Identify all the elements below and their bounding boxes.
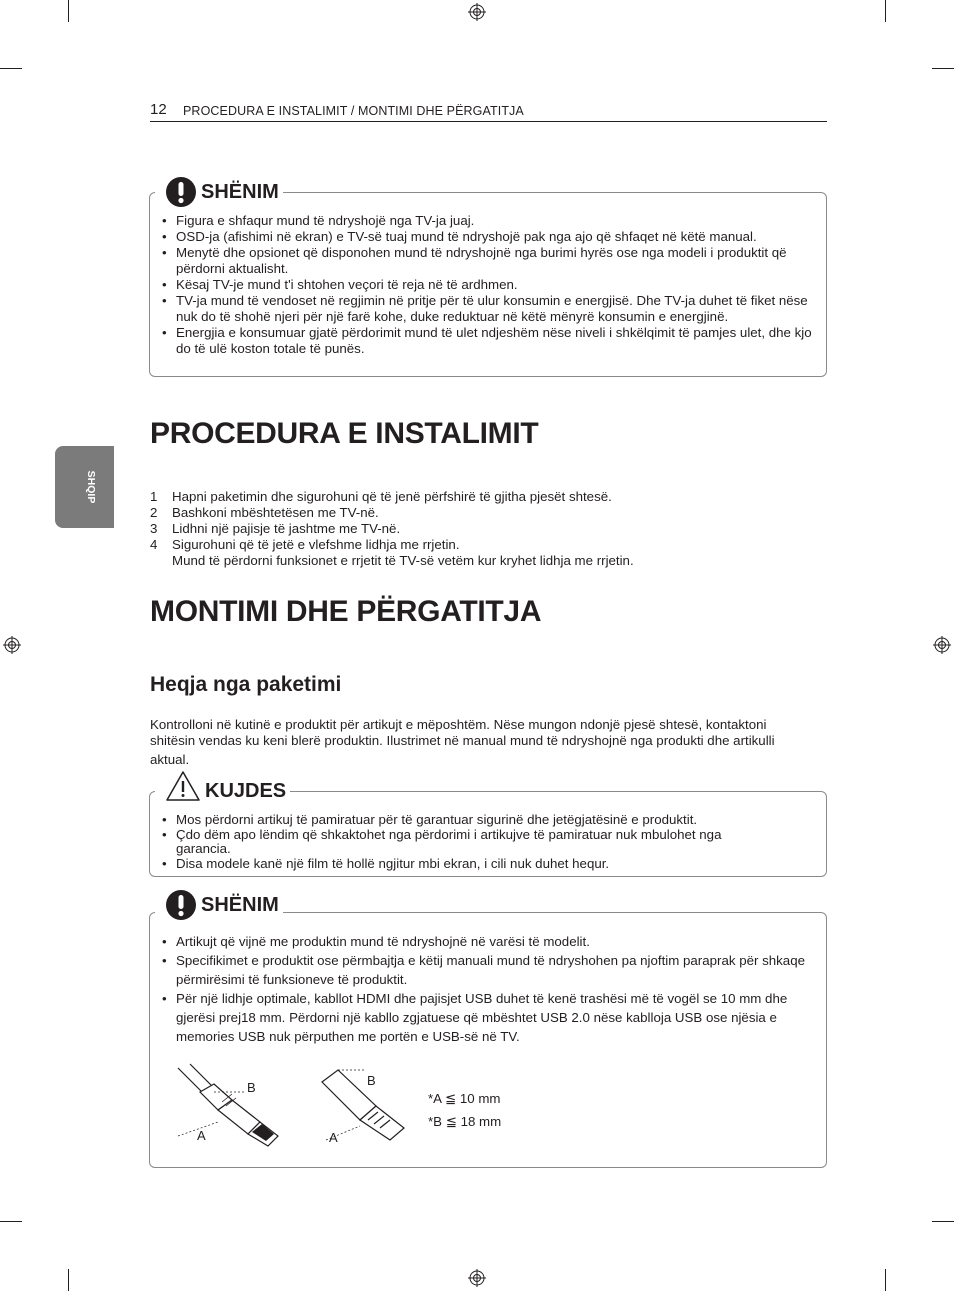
intro-line: shitësin vendas ku keni blerë produktin. Ilustrimet në manual mund të ndryshojnë nga produkti dhe artikulli (150, 733, 775, 748)
crop-mark (885, 1269, 886, 1291)
list-item: • Menytë dhe opsionet që disponohen mund të ndryshojnë nga burimi hyrës ose nga modeli i produktit që përdorni aktualisht. (162, 245, 814, 277)
list-item: • Artikujt që vijnë me produktin mund të ndryshojnë në varësi të modelit. (162, 932, 812, 951)
language-tab-label: SHQIP (85, 470, 97, 504)
list-item: • Mos përdorni artikuj të pamiratuar për të garantuar sigurinë dhe jetëgjatësinë e produktit. (162, 813, 762, 828)
list-item: • Disa modele kanë një film të hollë ngjitur mbi ekran, i cili nuk duhet hequr. (162, 857, 762, 872)
caution-label (155, 768, 290, 804)
step-text: Bashkoni mbështetësen me TV-në. (172, 505, 379, 520)
step-number: 2 (150, 505, 158, 520)
note-title: SHËNIM (201, 893, 279, 916)
step-item (150, 505, 634, 521)
running-header: PROCEDURA E INSTALIMIT / MONTIMI DHE PËRGATITJA (183, 104, 524, 118)
step-note: Mund të përdorni funksionet e rrjetit të TV-së vetëm kur kryhet lidhja me rrjetin. (172, 553, 634, 568)
caution-title: KUJDES (205, 779, 287, 802)
list-item: • TV-ja mund të vendoset në regjimin në pritje për të ulur konsumin e energjisë. Dhe TV-ja duhet të fiket nëse nuk do të shohë njeri për një farë kohe, duke reduktuar në këtë mënyrë konsumin e energjinë. (162, 293, 814, 325)
note-list (162, 213, 814, 357)
crop-mark (932, 1221, 954, 1222)
crop-mark (68, 0, 69, 22)
crop-mark (68, 1269, 69, 1291)
language-tab (55, 446, 114, 528)
dimension-a: *A ≦ 10 mm (428, 1091, 501, 1106)
list-item: • Për një lidhje optimale, kabllot HDMI dhe pajisjet USB duhet të kenë trashësi më të vogël se 10 mm dhe gjerësi prej18 mm. Përdorni një kabllo zgjatuese që mbështet USB 2.0 nëse kablloja USB ose njësia e memories USB nuk përputhen me portën e USB-së në TV. (162, 989, 812, 1046)
crop-mark (885, 0, 886, 22)
note-label (155, 889, 283, 921)
crop-mark (0, 68, 22, 69)
step-item (150, 537, 634, 569)
list-item: • Specifikimet e produktit ose përmbajtja e këtij manuali mund të ndryshohen pa njoftim paraprak për shkaqe përmirësimi të funksioneve të produktit. (162, 951, 812, 989)
figure-label-a: A (197, 1128, 206, 1143)
list-item: • OSD-ja (afishimi në ekran) e TV-së tuaj mund të ndryshojë pak nga ajo që shfaqet në këtë manual. (162, 229, 814, 245)
figure-label-b: B (367, 1073, 376, 1088)
step-text: Hapni paketimin dhe sigurohuni që të jenë përfshirë të gjitha pjesët shtesë. (172, 489, 612, 504)
dimension-b: *B ≦ 18 mm (428, 1114, 502, 1129)
step-number: 1 (150, 489, 158, 504)
crop-mark (0, 1221, 22, 1222)
exclamation-icon (165, 176, 197, 208)
crop-mark (932, 68, 954, 69)
list-item: • Energjia e konsumuar gjatë përdorimit mund të ulet ndjeshëm nëse niveli i shkëlqimit të pamjes ulet, dhe kjo do të ulë koston totale të punës. (162, 325, 814, 357)
step-number: 3 (150, 521, 158, 536)
registration-mark-icon (3, 636, 21, 654)
step-item (150, 521, 634, 537)
list-item: • Çdo dëm apo lëndim që shkaktohet nga përdorimi i artikujve të pamiratuar nuk mbulohet nga garancia. (162, 828, 762, 857)
hdmi-connector-illustration (172, 1062, 292, 1147)
list-item: • Figura e shfaqur mund të ndryshojë nga TV-ja juaj. (162, 213, 814, 229)
intro-line: Kontrolloni në kutinë e produktit për artikujt e mëposhtëm. Nëse mungon ndonjë pjesë shtesë, kontaktoni (150, 717, 767, 732)
install-steps (150, 489, 634, 569)
registration-mark-icon (468, 1269, 486, 1287)
note-list (162, 932, 812, 1046)
subsection-title: Heqja nga paketimi (150, 673, 342, 696)
step-text: Lidhni një pajisje të jashtme me TV-në. (172, 521, 401, 536)
warning-triangle-icon (165, 770, 201, 802)
note-title: SHËNIM (201, 180, 279, 203)
registration-mark-icon (468, 3, 486, 21)
header-divider (150, 121, 827, 122)
intro-line: aktual. (150, 752, 190, 767)
step-text: Sigurohuni që të jetë e vlefshme lidhja me rrjetin. (172, 537, 460, 552)
intro-paragraph (150, 717, 830, 768)
registration-mark-icon (933, 636, 951, 654)
caution-list (162, 813, 762, 871)
exclamation-icon (165, 889, 197, 921)
page-number: 12 (150, 101, 167, 118)
section-title: MONTIMI DHE PËRGATITJA (150, 595, 542, 628)
list-item: • Kësaj TV-je mund t'i shtohen veçori të reja në të ardhmen. (162, 277, 814, 293)
section-title: PROCEDURA E INSTALIMIT (150, 417, 539, 450)
figure-label-a: A (329, 1130, 338, 1145)
note-label (155, 176, 283, 208)
figure-label-b: B (247, 1080, 256, 1095)
step-item (150, 489, 634, 505)
step-number: 4 (150, 537, 158, 552)
